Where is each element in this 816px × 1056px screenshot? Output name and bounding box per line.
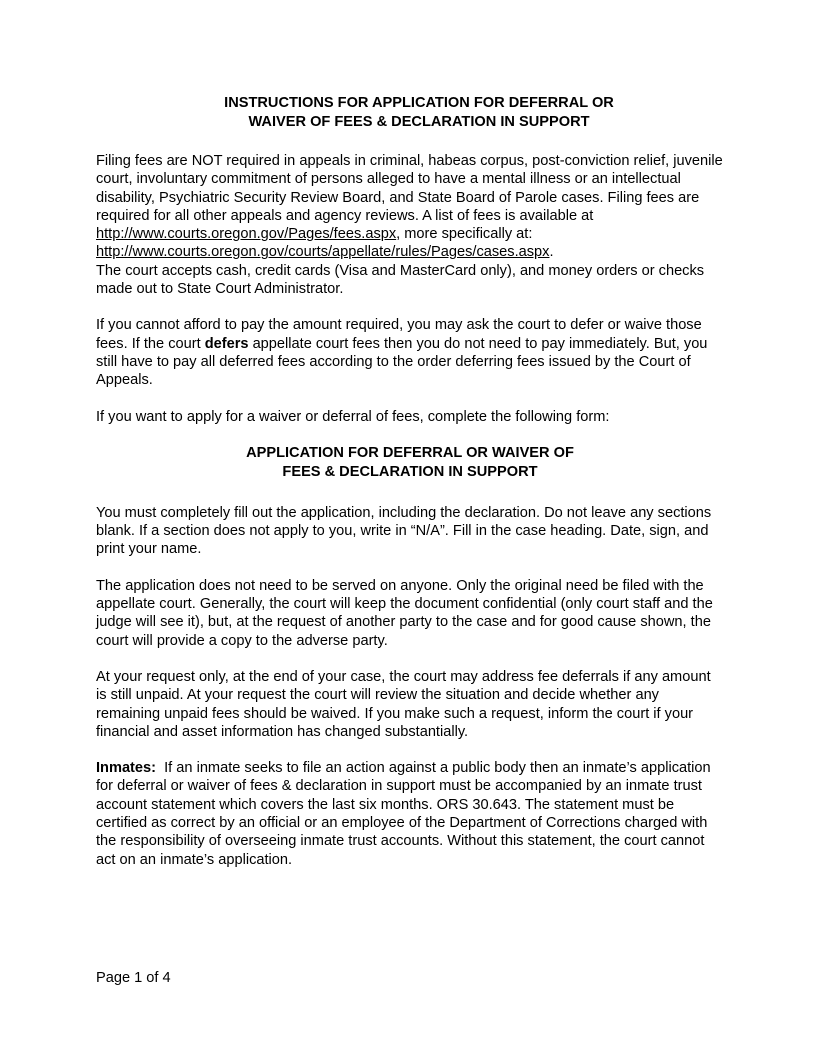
defer-text-1: If you cannot afford to pay the amount required, you may ask the court to defer or waive those fees. If the court (96, 317, 702, 352)
instructions-heading-line1: INSTRUCTIONS FOR APPLICATION FOR DEFERRAL OR (224, 95, 614, 111)
complete-paragraph: You must completely fill out the application, including the declaration. Do not leave any sections blank. If a section does not apply to you, write in “N/A”. Fill in the case heading. Date, sign, and print your name. (96, 504, 712, 558)
defer-paragraph (96, 316, 724, 389)
filing-fees-text-2: , more specifically at: (396, 226, 533, 243)
request-paragraph: At your request only, at the end of your case, the court may address fee deferrals if any amount is still unpaid. At your request the court will review the situation and decide whether any remaining unpaid fees should be waived. If you make such a request, inform the court if your financial and asset information has changed substantially. (96, 668, 711, 740)
inmates-paragraph (96, 759, 724, 869)
instructions-heading (96, 94, 724, 132)
inmates-label: Inmates: (96, 760, 157, 777)
application-heading (96, 444, 724, 482)
filing-fees-text-1: Filing fees are NOT required in appeals in criminal, habeas corpus, post-conviction relief, juvenile court, involuntary commitment of persons alleged to have a mental illness or an intellectual disability, Psychiatric Security Review Board, and State Board of Parole cases. Filing fees are required for all other appeals and agency reviews. A list of fees is available at (96, 153, 723, 224)
apply-paragraph: If you want to apply for a waiver or deferral of fees, complete the following form: (96, 408, 610, 425)
payment-paragraph: The court accepts cash, credit cards (Visa and MasterCard only), and money orders or checks made out to State Court Administrator. (96, 262, 705, 298)
cases-link[interactable]: http://www.courts.oregon.gov/courts/appellate/rules/Pages/cases.aspx (96, 244, 550, 261)
filing-fees-paragraph (96, 152, 724, 262)
fees-link[interactable]: http://www.courts.oregon.gov/Pages/fees.aspx (96, 226, 397, 243)
filing-fees-text-3: . (549, 244, 554, 261)
served-paragraph: The application does not need to be served on anyone. Only the original need be filed with the appellate court. Generally, the court will keep the document confidential (only court staff and the judge will see it), but, at the request of another party to the case and for good cause shown, the court will provide a copy to the adverse party. (96, 577, 713, 649)
page-number: Page 1 of 4 (96, 970, 171, 986)
document-page (96, 94, 724, 887)
inmates-text: If an inmate seeks to file an action against a public body then an inmate’s application for deferral or waiver of fees & declaration in support must be accompanied by an inmate trust account statement which covers the last six months. ORS 30.643. The statement must be certified as correct by an official or an employee of the Department of Corrections charged with the responsibility of overseeing inmate trust accounts. Without this statement, the court cannot act on an inmate’s application. (96, 760, 715, 868)
instructions-heading-line2: WAIVER OF FEES & DECLARATION IN SUPPORT (248, 114, 590, 130)
defer-text-2: appellate court fees then you do not need to pay immediately. But, you still have to pay all deferred fees according to the order deferring fees issued by the Court of Appeals. (96, 335, 708, 389)
application-heading-line1: APPLICATION FOR DEFERRAL OR WAIVER OF (246, 444, 574, 461)
application-heading-line2: FEES & DECLARATION IN SUPPORT (282, 463, 538, 480)
defers-bold: defers (204, 335, 249, 352)
